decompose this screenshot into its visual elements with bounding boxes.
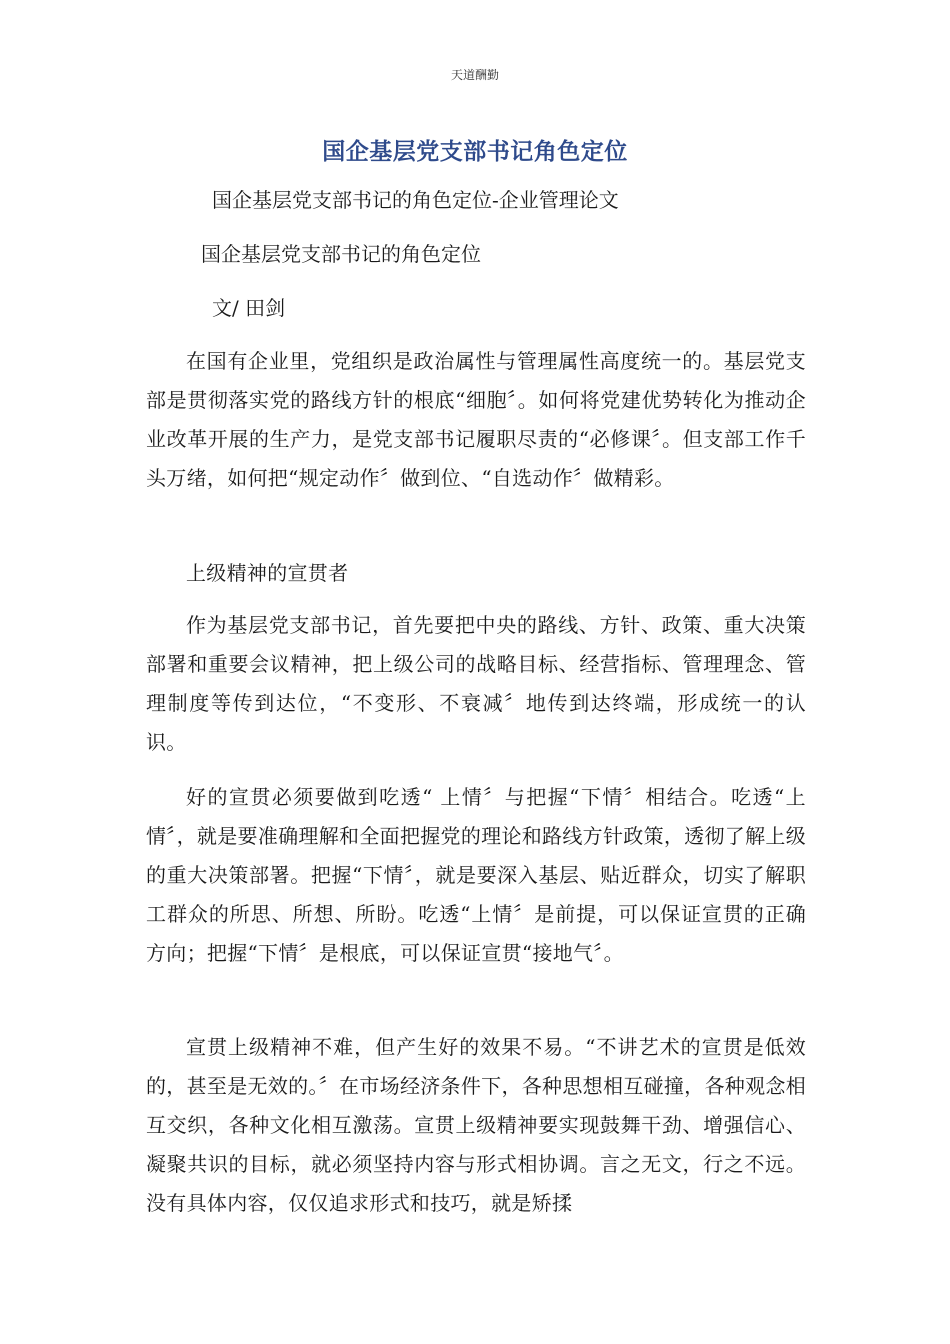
subtitle-secondary: 国企基层党支部书记的角色定位 [201, 242, 481, 266]
page-header: 天道酬勤 [450, 68, 499, 82]
body-paragraph-2: 作为基层党支部书记，首先要把中央的路线、方针、政策、重大决策部署和重要会议精神，把上级公司的战略目标、经营指标、管理理念、管理制度等传到达位，“不变形、不衰减〞地传到达终端，形成统一的认识。 [146, 613, 806, 754]
document-title: 国企基层党支部书记角色定位 [322, 139, 628, 165]
body-paragraph-1: 在国有企业里，党组织是政治属性与管理属性高度统一的。基层党支部是贯彻落实党的路线方针的根底“细胞〞。如何将党建优势转化为推动企业改革开展的生产力，是党支部书记履职尽责的“必修课〞。但支部工作千头万绪，如何把“规定动作〞做到位、“自选动作〞做精彩。 [146, 349, 806, 490]
section-heading: 上级精神的宣贯者 [186, 561, 349, 585]
author-line: 文/ 田剑 [212, 296, 286, 320]
subtitle: 国企基层党支部书记的角色定位-企业管理论文 [212, 188, 619, 212]
body-paragraph-3: 好的宣贯必须要做到吃透“ 上情〞与把握“下情〞相结合。吃透“上情〞，就是要准确理解和全面把握党的理论和路线方针政策，透彻了解上级的重大决策部署。把握“下情〞，就是要深入基层、贴近群众，切实了解职工群众的所思、所想、所盼。吃透“上情〞是前提，可以保证宣贯的正确方向；把握“下情〞是根底，可以保证宣贯“接地气〞。 [146, 785, 806, 965]
body-paragraph-4: 宣贯上级精神不难，但产生好的效果不易。“不讲艺术的宣贯是低效的，甚至是无效的。〞在市场经济条件下，各种思想相互碰撞，各种观念相互交织，各种文化相互激荡。宣贯上级精神要实现鼓舞干劲、增强信心、凝聚共识的目标，就必须坚持内容与形式相协调。言之无文，行之不远。没有具体内容，仅仅追求形式和技巧，就是矫揉 [146, 1035, 806, 1215]
